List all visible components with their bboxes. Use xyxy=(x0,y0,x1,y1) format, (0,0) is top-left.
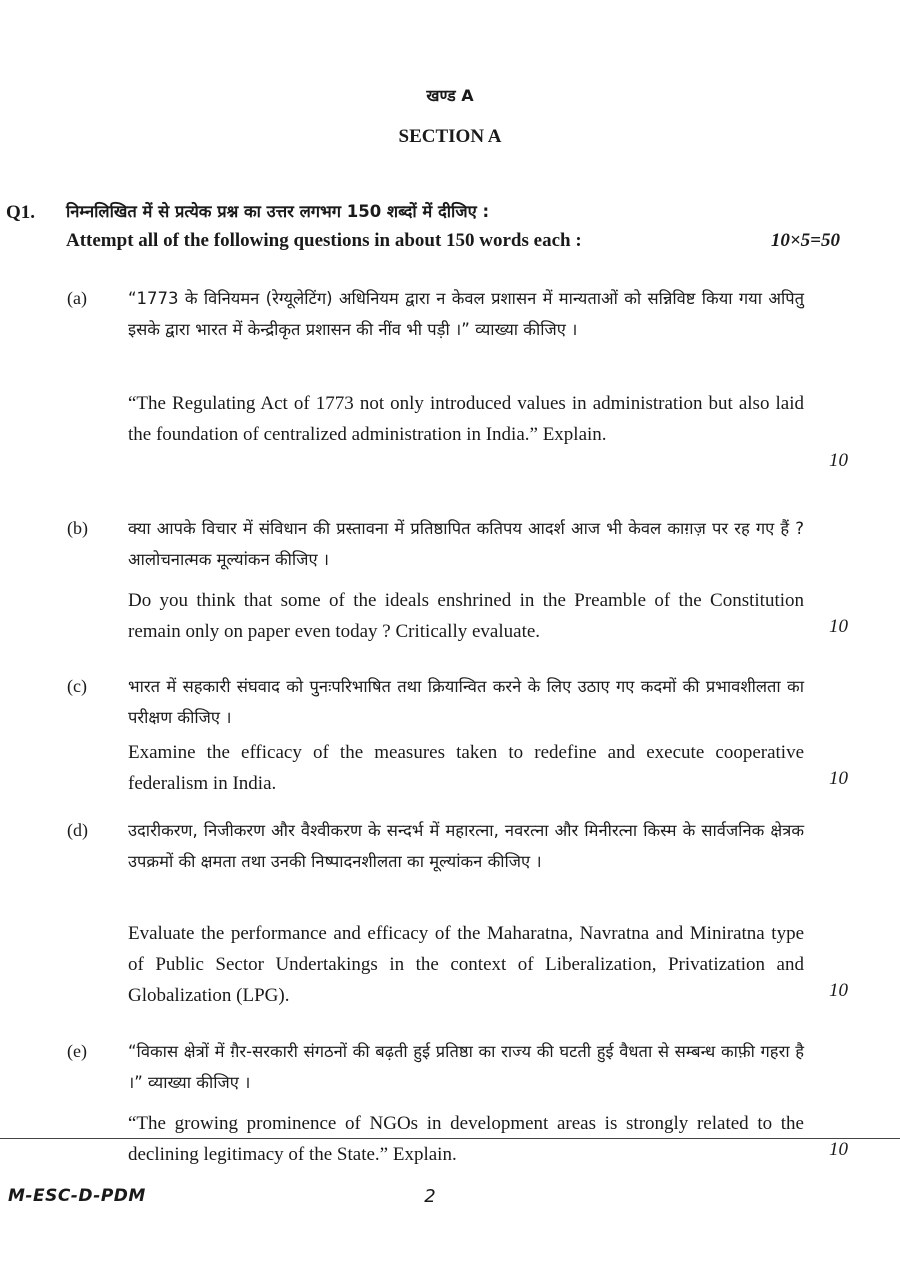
part-text-hindi: उदारीकरण, निजीकरण और वैश्वीकरण के सन्दर्भ में महारत्ना, नवरत्ना और मिनीरत्ना किस्म के सार्वजनिक क्षेत्रक उपक्रमों की क्षमता तथा उनकी निष्पादनशीलता का मूल्यांकन कीजिए । xyxy=(128,821,804,871)
part-marks: 10 xyxy=(829,980,848,1001)
question-marks: 10×5=50 xyxy=(770,230,840,251)
part-text-hindi: “विकास क्षेत्रों में ग़ैर-सरकारी संगठनों की बढ़ती हुई प्रतिष्ठा का राज्य की घटती हुई वैधता से सम्बन्ध काफ़ी गहरा है ।” व्याख्या कीजिए । xyxy=(128,1042,804,1092)
part-label: (b) xyxy=(67,518,88,538)
part-marks: 10 xyxy=(829,616,848,637)
part-text-english: “The Regulating Act of 1773 not only introduced values in administration but also laid the foundation of centralized administration in India.” Explain. xyxy=(128,393,804,445)
page-number: 2 xyxy=(424,1186,436,1207)
section-heading: SECTION A xyxy=(398,126,502,147)
part-text-hindi: भारत में सहकारी संघवाद को पुनःपरिभाषित तथा क्रियान्वित करने के लिए उठाए गए कदमों की प्रभावशीलता का परीक्षण कीजिए । xyxy=(128,677,804,727)
part-text-english: Examine the efficacy of the measures taken to redefine and execute cooperative federalism in India. xyxy=(128,742,804,794)
part-label: (e) xyxy=(67,1041,87,1061)
divider xyxy=(0,1138,900,1139)
part-marks: 10 xyxy=(829,768,848,789)
part-marks: 10 xyxy=(829,1139,848,1160)
part-text-english: Evaluate the performance and efficacy of the Maharatna, Navratna and Miniratna type of Public Sector Undertakings in the context of Liberalization, Privatization and Globalization (LPG). xyxy=(128,923,804,1006)
question-number: Q1. xyxy=(6,202,36,223)
part-marks: 10 xyxy=(829,450,848,471)
question-instruction: Attempt all of the following questions in about 150 words each : xyxy=(66,230,582,251)
paper-code: M-ESC-D-PDM xyxy=(8,1186,146,1206)
part-text-hindi: क्या आपके विचार में संविधान की प्रस्तावना में प्रतिष्ठापित कतिपय आदर्श आज भी केवल काग़ज़ पर रह गए हैं ? आलोचनात्मक मूल्यांकन कीजिए । xyxy=(128,519,804,569)
section-heading-hindi: खण्ड A xyxy=(426,86,474,105)
part-text-english: Do you think that some of the ideals enshrined in the Preamble of the Constitution remain only on paper even today ? Critically evaluate. xyxy=(128,590,804,642)
part-label: (a) xyxy=(67,288,87,308)
question-instruction-hindi: निम्नलिखित में से प्रत्येक प्रश्न का उत्तर लगभग 150 शब्दों में दीजिए : xyxy=(66,202,490,221)
part-label: (d) xyxy=(67,820,88,840)
part-text-english: “The growing prominence of NGOs in development areas is strongly related to the declining legitimacy of the State.” Explain. xyxy=(128,1113,804,1165)
part-text-hindi: “1773 के विनियमन (रेग्यूलेटिंग) अधिनियम द्वारा न केवल प्रशासन में मान्यताओं को सन्निविष्ट किया गया अपितु इसके द्वारा भारत में केन्द्रीकृत प्रशासन की नींव भी पड़ी ।” व्याख्या कीजिए । xyxy=(128,289,804,339)
part-label: (c) xyxy=(67,676,87,696)
